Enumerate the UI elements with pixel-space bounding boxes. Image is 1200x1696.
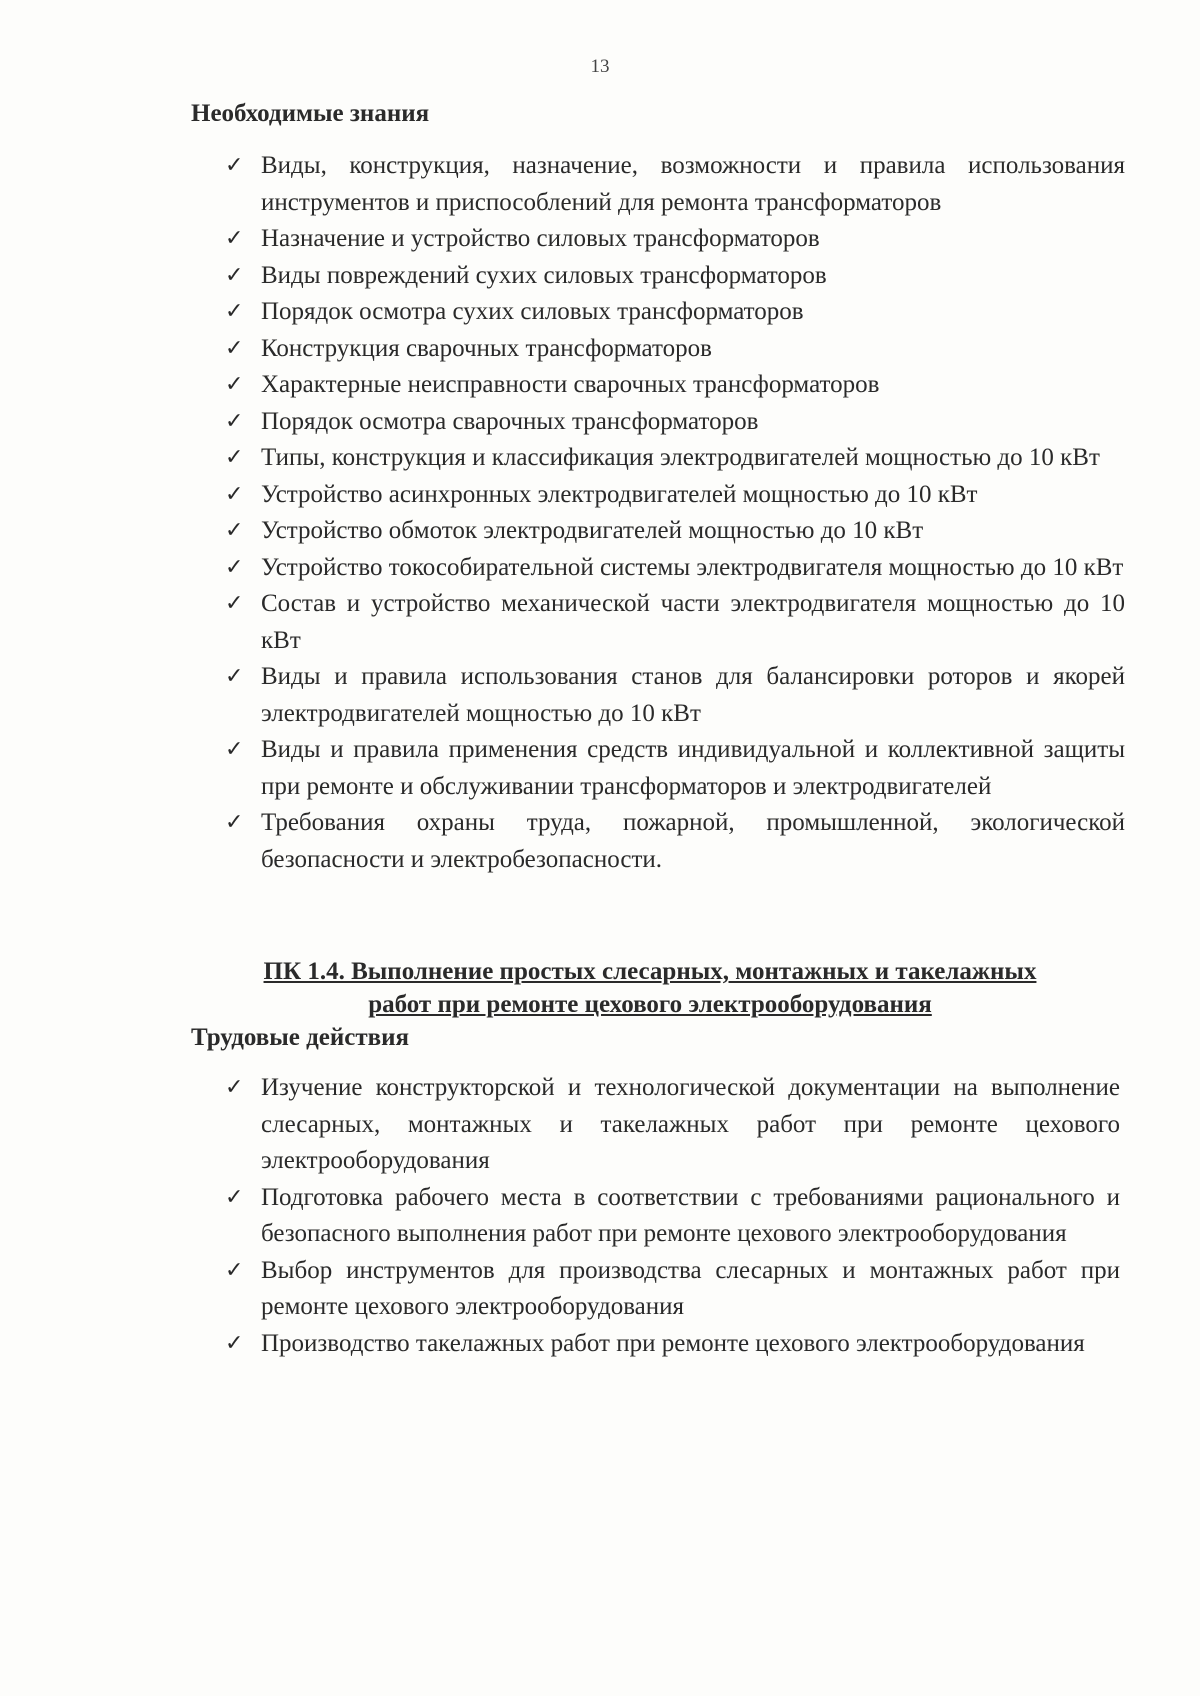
- list-item-text: Характерные неисправности сварочных трансформаторов: [261, 371, 880, 398]
- required-knowledge-list: [225, 148, 1125, 878]
- list-item: [225, 1253, 1120, 1326]
- list-item-text: Производство такелажных работ при ремонте цехового электрооборудования: [261, 1329, 1085, 1357]
- list-item: [225, 513, 1125, 550]
- list-item-text: Устройство обмоток электродвигателей мощностью до 10 кВт: [261, 517, 924, 544]
- list-item-text: Изучение конструкторской и технологической документации на выполнение слесарных, монтажных и такелажных работ при ремонте цехового электрооборудования: [261, 1074, 1120, 1174]
- checkmark-icon: ✓: [225, 518, 244, 543]
- pk-title: [210, 955, 1090, 1021]
- checkmark-icon: ✓: [225, 664, 244, 689]
- list-item: [225, 1326, 1120, 1363]
- checkmark-icon: ✓: [225, 408, 244, 434]
- checkmark-icon: ✓: [225, 481, 244, 507]
- list-item: [225, 1070, 1120, 1180]
- heading-required-knowledge: Необходимые знания: [191, 100, 430, 127]
- list-item: [225, 1180, 1120, 1253]
- list-item-text: Виды и правила использования станов для балансировки роторов и якорей электродвигателей мощностью до 10 кВт: [261, 663, 1125, 727]
- list-item-text: Виды повреждений сухих силовых трансформаторов: [261, 261, 827, 289]
- checkmark-icon: ✓: [225, 591, 244, 616]
- list-item-text: Выбор инструментов для производства слесарных и монтажных работ при ремонте цехового электрооборудования: [261, 1256, 1120, 1320]
- list-item: [225, 659, 1125, 732]
- list-item: [225, 805, 1125, 878]
- list-item: [225, 732, 1125, 805]
- list-item: [225, 404, 1125, 441]
- checkmark-icon: ✓: [225, 153, 244, 178]
- list-item-text: Устройство токособирательной системы электродвигателя мощностью до 10 кВт: [261, 553, 1124, 581]
- list-item-text: Виды и правила применения средств индивидуальной и коллективной защиты при ремонте и обслуживании трансформаторов и электродвигателей: [261, 736, 1125, 800]
- checkmark-icon: ✓: [225, 1330, 244, 1356]
- list-item-text: Конструкция сварочных трансформаторов: [261, 334, 712, 362]
- heading-labor-actions: Трудовые действия: [191, 1024, 410, 1051]
- list-item-text: Порядок осмотра сварочных трансформаторов: [261, 407, 759, 435]
- pk-title-line1: ПК 1.4. Выполнение простых слесарных, монтажных и такелажных: [263, 958, 1037, 985]
- checkmark-icon: ✓: [225, 1075, 244, 1100]
- checkmark-icon: ✓: [225, 554, 244, 580]
- list-item: [225, 331, 1125, 368]
- list-item: [225, 367, 1125, 404]
- list-item-text: Требования охраны труда, пожарной, промышленной, экологической безопасности и электробезопасности.: [261, 809, 1125, 873]
- checkmark-icon: ✓: [225, 372, 244, 397]
- list-item: [225, 477, 1125, 514]
- labor-actions-list: [225, 1070, 1120, 1362]
- checkmark-icon: ✓: [225, 810, 244, 835]
- list-item-text: Устройство асинхронных электродвигателей мощностью до 10 кВт: [261, 480, 978, 508]
- list-item: [225, 148, 1125, 221]
- list-item: [225, 586, 1125, 659]
- checkmark-icon: ✓: [225, 226, 244, 251]
- list-item-text: Подготовка рабочего места в соответствии с требованиями рационального и безопасного выполнения работ при ремонте цехового электрооборудования: [261, 1183, 1120, 1247]
- checkmark-icon: ✓: [225, 262, 244, 288]
- list-item-text: Порядок осмотра сухих силовых трансформаторов: [261, 298, 804, 325]
- checkmark-icon: ✓: [225, 1184, 244, 1210]
- list-item-text: Типы, конструкция и классификация электродвигателей мощностью до 10 кВт: [261, 444, 1100, 471]
- page-number: 13: [590, 56, 610, 77]
- list-item-text: Состав и устройство механической части электродвигателя мощностью до 10 кВт: [261, 590, 1125, 654]
- checkmark-icon: ✓: [225, 1257, 244, 1283]
- list-item: [225, 440, 1125, 477]
- list-item: [225, 294, 1125, 331]
- checkmark-icon: ✓: [225, 737, 244, 762]
- list-item-text: Назначение и устройство силовых трансформаторов: [261, 225, 820, 252]
- checkmark-icon: ✓: [225, 445, 244, 470]
- list-item-text: Виды, конструкция, назначение, возможности и правила использования инструментов и приспособлений для ремонта трансформаторов: [261, 152, 1125, 216]
- pk-title-line2: работ при ремонте цехового электрооборудования: [368, 991, 932, 1018]
- list-item: [225, 221, 1125, 258]
- checkmark-icon: ✓: [225, 335, 244, 361]
- list-item: [225, 258, 1125, 295]
- checkmark-icon: ✓: [225, 299, 244, 324]
- list-item: [225, 550, 1125, 587]
